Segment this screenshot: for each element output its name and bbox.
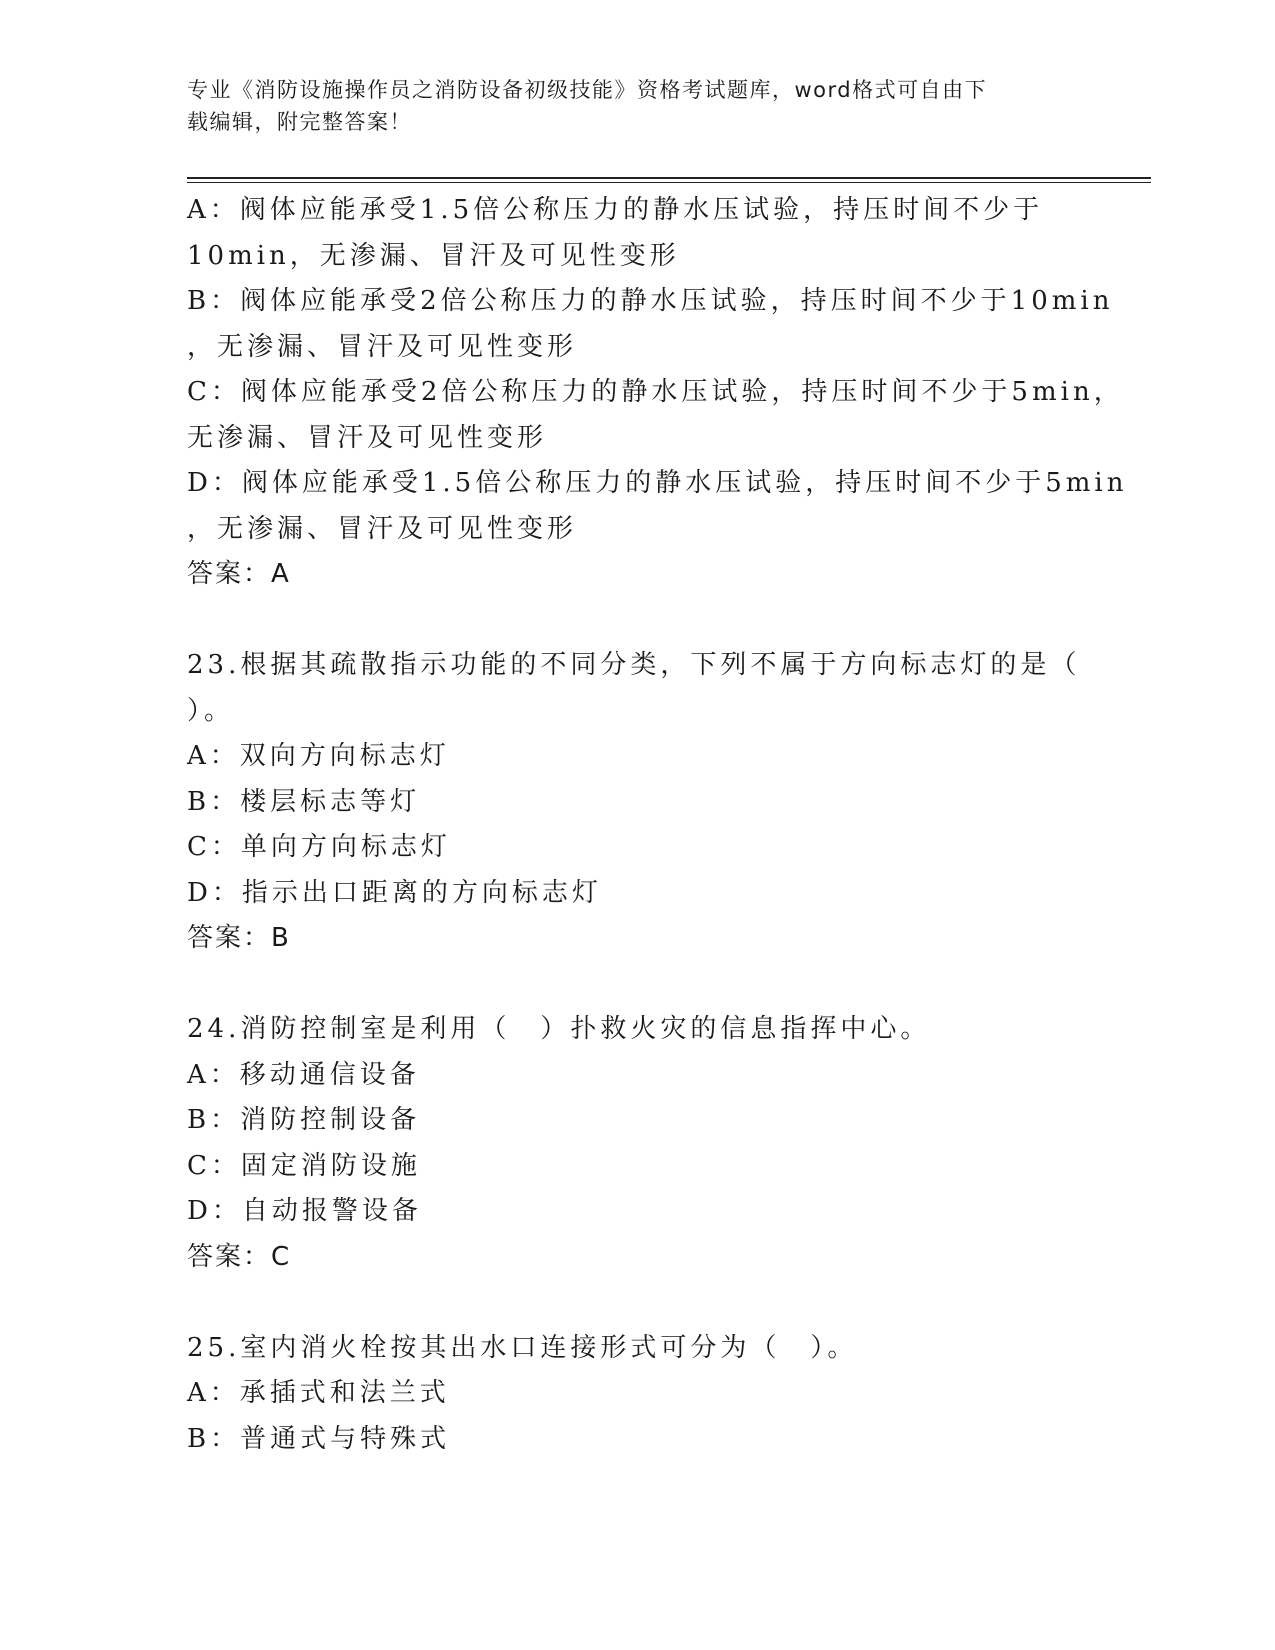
q24-option-a: A：移动通信设备 <box>187 1059 420 1090</box>
q22-option-b-line-1: B：阀体应能承受2倍公称压力的静水压试验，持压时间不少于10min <box>187 286 1114 316</box>
q23-question-line-2: ）。 <box>187 695 235 726</box>
q24-answer: 答案：C <box>187 1241 292 1272</box>
q25-option-b: B：普通式与特殊式 <box>187 1423 451 1454</box>
question-content <box>187 188 1128 1462</box>
q24-option-b: B：消防控制设备 <box>187 1105 421 1135</box>
q23-option-a: A：双向方向标志灯 <box>187 741 450 771</box>
header-line-2: 载编辑，附完整答案！ <box>187 110 412 134</box>
q24-option-d: D：自动报警设备 <box>187 1196 422 1226</box>
q22-option-a-line-1: A：阀体应能承受1.5倍公称压力的静水压试验，持压时间不少于 <box>187 195 1044 225</box>
q23-option-c: C：单向方向标志灯 <box>187 832 451 862</box>
q22-answer: 答案：A <box>187 559 291 589</box>
q24-question: 24.消防控制室是利用（ ）扑救火灾的信息指挥中心。 <box>187 1014 931 1044</box>
q23-answer: 答案：B <box>187 923 291 953</box>
q23-option-b: B：楼层标志等灯 <box>187 786 421 817</box>
q22-option-a-line-2: 10min，无渗漏、冒汗及可见性变形 <box>187 240 680 271</box>
q25-option-a: A：承插式和法兰式 <box>187 1378 450 1408</box>
q22-option-d-line-2: ，无渗漏、冒汗及可见性变形 <box>187 513 578 544</box>
document-header <box>187 74 1067 138</box>
spacer <box>187 1280 1087 1326</box>
header-divider-thick <box>187 177 1151 179</box>
q22-option-c-line-1: C：阀体应能承受2倍公称压力的静水压试验，持压时间不少于5min， <box>187 377 1124 407</box>
spacer <box>187 962 1087 1008</box>
spacer <box>187 598 1087 644</box>
q22-option-c-line-2: 无渗漏、冒汗及可见性变形 <box>187 422 548 453</box>
q25-question: 25.室内消火栓按其出水口连接形式可分为（ ）。 <box>187 1332 858 1363</box>
header-divider-thin <box>187 182 1151 183</box>
q24-option-c: C：固定消防设施 <box>187 1150 421 1181</box>
q22-option-d-line-1: D：阀体应能承受1.5倍公称压力的静水压试验，持压时间不少于5min <box>187 468 1128 498</box>
q23-question-line-1: 23.根据其疏散指示功能的不同分类，下列不属于方向标志灯的是（ <box>187 650 1081 680</box>
q23-option-d: D：指示出口距离的方向标志灯 <box>187 877 602 908</box>
q22-option-b-line-2: ，无渗漏、冒汗及可见性变形 <box>187 331 578 362</box>
header-line-1: 专业《消防设施操作员之消防设备初级技能》资格考试题库，word格式可自由下 <box>187 78 988 102</box>
